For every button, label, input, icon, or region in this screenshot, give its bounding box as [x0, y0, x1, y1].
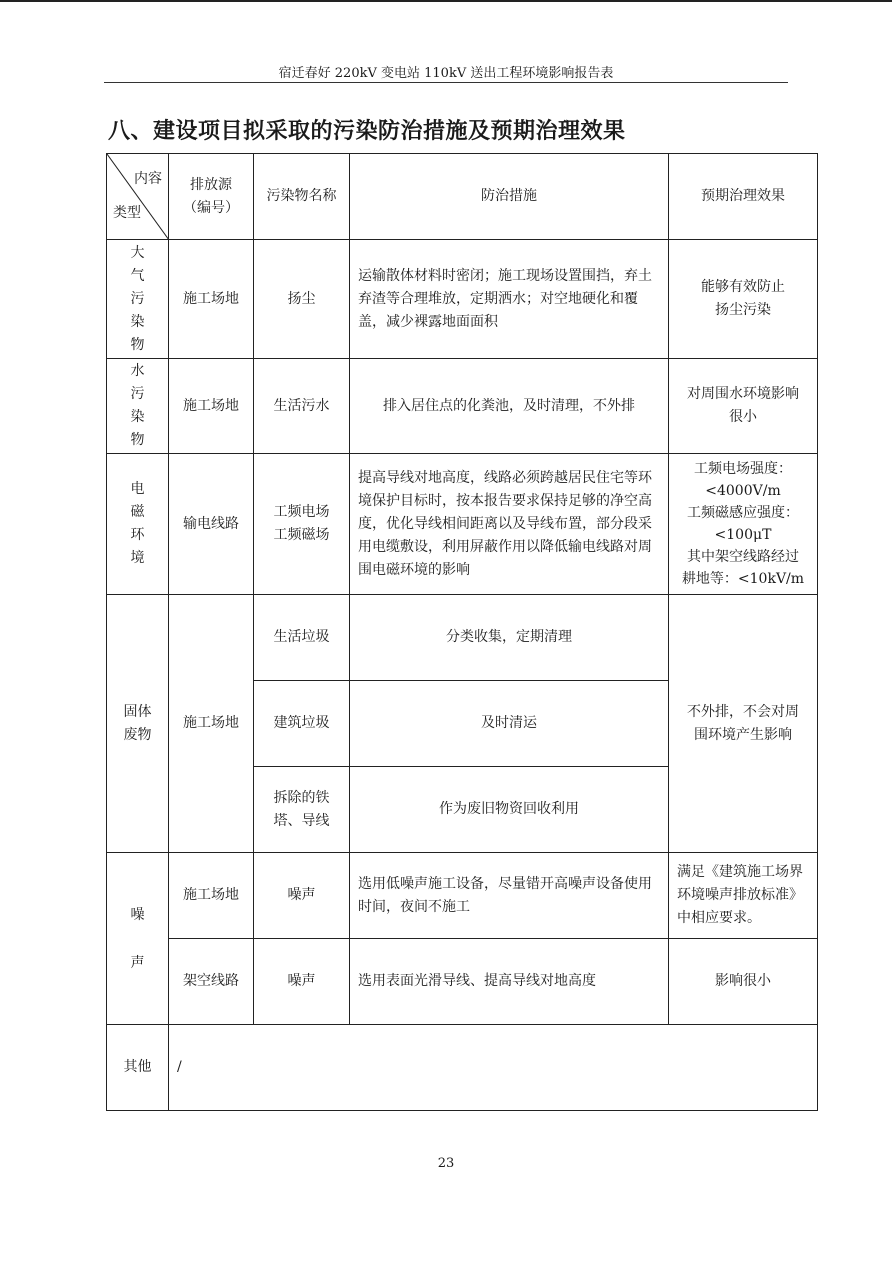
source-cell: 输电线路: [169, 454, 254, 595]
col-header-pollutant: 污染物名称: [254, 154, 350, 240]
col-header-effect: 预期治理效果: [669, 154, 818, 240]
source-cell: 施工场地: [169, 595, 254, 853]
effect-cell: 影响很小: [669, 939, 818, 1025]
noise-row-1: [107, 853, 818, 939]
pollutant-cell: 生活污水: [254, 359, 350, 454]
measures-cell: 排入居住点的化粪池，及时清理，不外排: [350, 359, 669, 454]
effect-cell: 能够有效防止 扬尘污染: [669, 240, 818, 359]
pollutant-cell: 扬尘: [254, 240, 350, 359]
source-cell: 施工场地: [169, 240, 254, 359]
pollutant-cell: 建筑垃圾: [254, 681, 350, 767]
measures-cell: 选用低噪声施工设备，尽量错开高噪声设备使用时间，夜间不施工: [350, 853, 669, 939]
measures-cell: 提高导线对地高度，线路必须跨越居民住宅等环境保护目标时，按本报告要求保持足够的净空高度，优化导线相间距离以及导线布置，部分段采用电缆敷设，利用屏蔽作用以降低输电线路对周围电磁环境的影响: [350, 454, 669, 595]
col-header-source: 排放源 （编号）: [169, 154, 254, 240]
pollutant-cell: 拆除的铁 塔、导线: [254, 767, 350, 853]
pollutant-cell: 噪声: [254, 939, 350, 1025]
pollutant-cell: 生活垃圾: [254, 595, 350, 681]
diag-header-content: 内容: [134, 171, 162, 187]
diag-header-type: 类型: [113, 205, 141, 221]
section-title: 八、建设项目拟采取的污染防治措施及预期治理效果: [108, 119, 626, 144]
pollutant-cell: 工频电场 工频磁场: [254, 454, 350, 595]
col-header-measures: 防治措施: [350, 154, 669, 240]
top-border: [0, 0, 892, 2]
effect-cell: 不外排，不会对周 围环境产生影响: [669, 595, 818, 853]
effect-cell: 对周围水环境影响 很小: [669, 359, 818, 454]
effect-cell: 工频电场强度： <4000V/m 工频磁感应强度： <100μT 其中架空线路经过 耕地等：<10kV/m: [669, 454, 818, 595]
type-cell-air: 大气污染物: [107, 240, 169, 359]
type-cell-other: 其他: [107, 1025, 169, 1111]
diagonal-line: [107, 154, 169, 240]
measures-cell: 选用表面光滑导线、提高导线对地高度: [350, 939, 669, 1025]
other-content-cell: /: [169, 1025, 818, 1111]
page-number: 23: [437, 1156, 455, 1171]
diagonal-header-cell: [107, 154, 169, 240]
effect-cell: 满足《建筑施工场界环境噪声排放标准》中相应要求。: [669, 853, 818, 939]
other-row: [107, 1025, 818, 1111]
air-row: [107, 240, 818, 359]
solid-row-1: [107, 595, 818, 681]
type-cell-water: 水污染物: [107, 359, 169, 454]
measures-cell: 作为废旧物资回收利用: [350, 767, 669, 853]
running-header: 宿迁春好 220kV 变电站 110kV 送出工程环境影响报告表: [278, 66, 614, 81]
type-cell-em: 电磁环境: [107, 454, 169, 595]
header-row: [107, 154, 818, 240]
type-cell-noise: 噪 声: [107, 853, 169, 1025]
noise-row-2: [107, 939, 818, 1025]
header-rule: [104, 82, 788, 83]
em-row: [107, 454, 818, 595]
measures-cell: 分类收集，定期清理: [350, 595, 669, 681]
pollution-measures-table: [106, 153, 818, 1111]
type-cell-solid: 固体 废物: [107, 595, 169, 853]
water-row: [107, 359, 818, 454]
pollutant-cell: 噪声: [254, 853, 350, 939]
source-cell: 施工场地: [169, 853, 254, 939]
source-cell: 施工场地: [169, 359, 254, 454]
source-cell: 架空线路: [169, 939, 254, 1025]
measures-cell: 运输散体材料时密闭；施工现场设置围挡，弃土弃渣等合理堆放，定期洒水；对空地硬化和覆盖，减少裸露地面面积: [350, 240, 669, 359]
measures-cell: 及时清运: [350, 681, 669, 767]
